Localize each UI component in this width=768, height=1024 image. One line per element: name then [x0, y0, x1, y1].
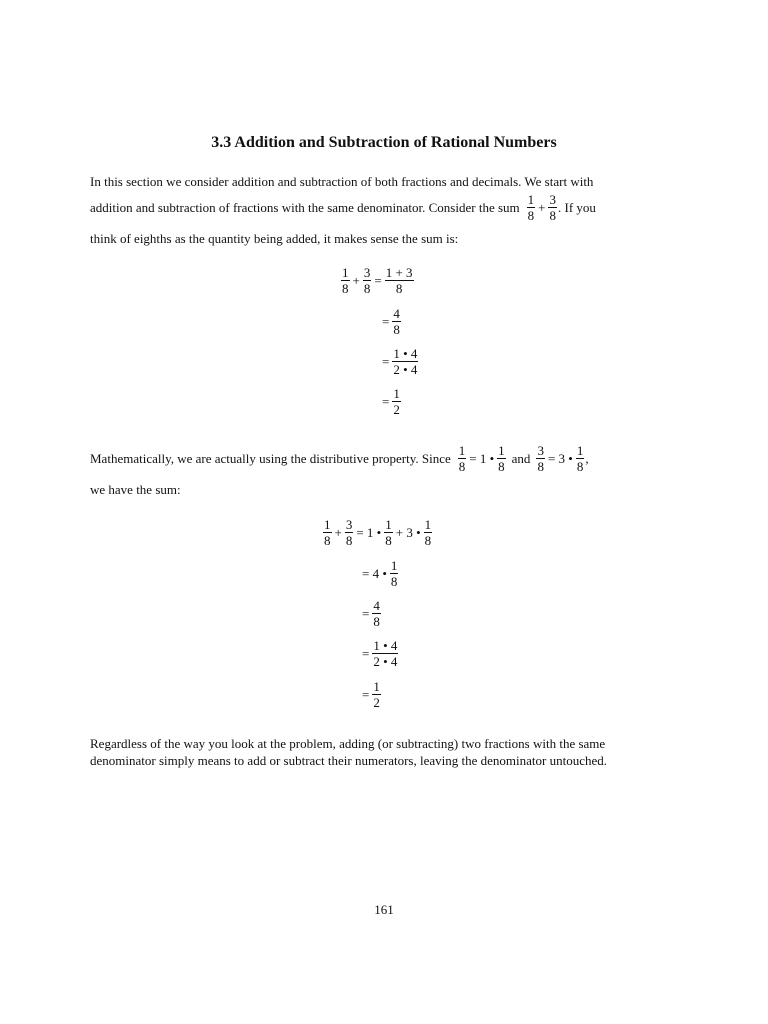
- fraction: $\frac{1}{8}$: [527, 192, 535, 223]
- plus-sign: +: [538, 199, 546, 215]
- derivation2-row1: $\frac{1}{8}$ + $\frac{3}{8}$ = 1 • $\frac{1}{8}$ + 3 • $\frac{1}{8}$: [324, 517, 432, 548]
- derivation2-row2: = 4 • $\frac{1}{8}$: [362, 558, 398, 589]
- intro-text-1: In this section we consider addition and subtraction of both fractions and decimals. We start with: [90, 174, 594, 189]
- intro-line-3: [90, 231, 458, 247]
- section-title: 3.3 Addition and Subtraction of Rational Numbers: [211, 134, 557, 151]
- derivation2-row5: = $\frac{1}{2}$: [362, 679, 380, 710]
- intro-line-2: [90, 192, 596, 223]
- derivation1-row2: = $\frac{4}{8}$: [382, 306, 400, 337]
- derivation2-row4: = $\frac{1 • 4}{2 • 4}$: [362, 638, 398, 669]
- conclusion-paragraph: Regardless of the way you look at the problem, adding (or subtracting) two fractions with the same denominator simply means to add or subtract their numerators, leaving the denominator untouched.: [90, 736, 607, 768]
- intro-text-3: think of eighths as the quantity being added, it makes sense the sum is:: [90, 231, 459, 246]
- intro-line-1: [90, 174, 593, 190]
- intro-text-2-after: . If you: [557, 199, 596, 215]
- derivation1-row4: = $\frac{1}{2}$: [382, 386, 400, 417]
- fraction: $\frac{3}{8}$: [549, 192, 556, 223]
- intro-text-2: addition and subtraction of fractions with the same denominator. Consider the sum: [90, 199, 520, 215]
- derivation2-row3: = $\frac{4}{8}$: [362, 598, 380, 629]
- para2-text-2: we have the sum:: [90, 482, 181, 497]
- para2-line-2: [90, 482, 181, 498]
- derivation1-row3: = $\frac{1 • 4}{2 • 4}$: [382, 346, 418, 377]
- para2-line-1: Mathematically, we are actually using the distributive property. Since $\frac{1}{8}$ = 1 • $\frac{1}{8}$ and $\frac{3}{8}$ = 3 • $\frac{1}{8}$ ,: [90, 443, 589, 474]
- derivation1-row1: $\frac{1}{8}$ + $\frac{3}{8}$ = $\frac{1 + 3}{8}$: [342, 265, 413, 296]
- page-number: 161: [374, 902, 394, 917]
- para2-text: Mathematically, we are actually using the distributive property. Since: [90, 450, 451, 466]
